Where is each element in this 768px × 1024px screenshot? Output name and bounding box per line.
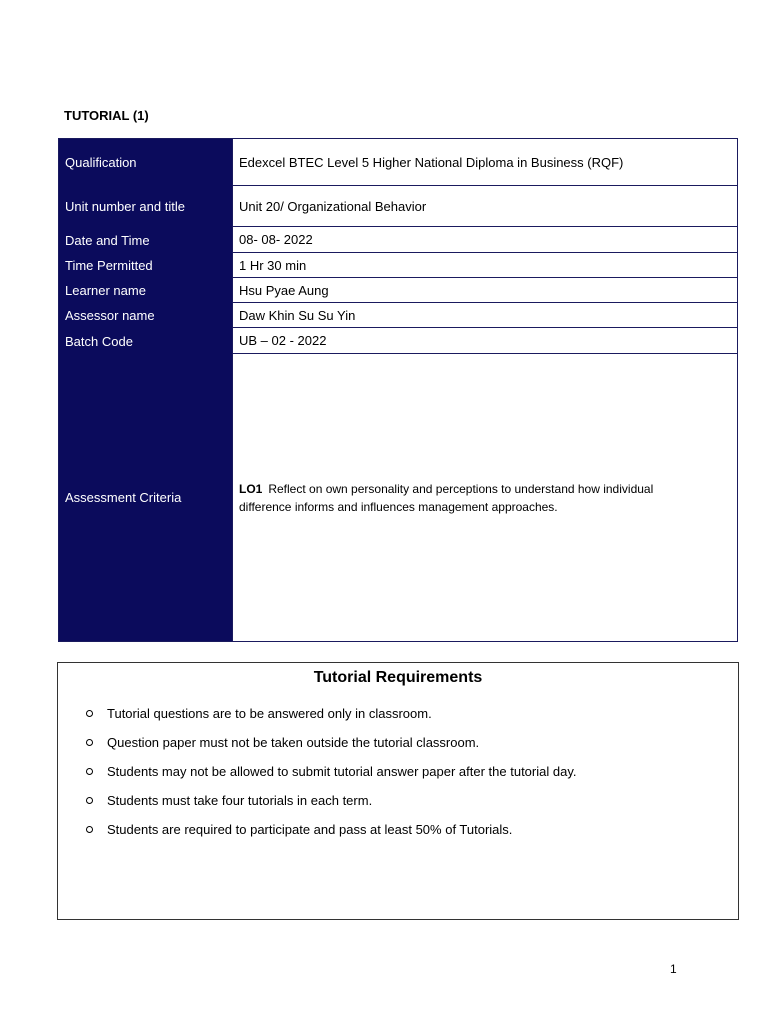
date-label: Date and Time (59, 227, 232, 253)
requirements-list (58, 699, 738, 844)
circle-bullet-icon (86, 739, 93, 746)
page-number: 1 (670, 962, 677, 976)
unit-label: Unit number and title (59, 186, 232, 227)
circle-bullet-icon (86, 826, 93, 833)
assessor-value: Daw Khin Su Su Yin (232, 303, 737, 328)
list-item (86, 815, 738, 844)
unit-value: Unit 20/ Organizational Behavior (232, 186, 737, 227)
qualification-value: Edexcel BTEC Level 5 Higher National Diploma in Business (RQF) (232, 139, 737, 186)
tutorial-requirements-box (57, 662, 739, 920)
criteria-row (59, 354, 737, 641)
batch-label: Batch Code (59, 328, 232, 354)
learner-row (59, 278, 737, 303)
learner-value: Hsu Pyae Aung (232, 278, 737, 303)
list-item (86, 757, 738, 786)
requirements-title: Tutorial Requirements (313, 669, 483, 686)
time-value: 1 Hr 30 min (232, 253, 737, 278)
circle-bullet-icon (86, 710, 93, 717)
requirement-text: Question paper must not be taken outside the tutorial classroom. (107, 735, 480, 750)
requirement-text: Students may not be allowed to submit tutorial answer paper after the tutorial day. (107, 764, 577, 779)
criteria-description: Reflect on own personality and perceptions to understand how individual difference informs and influences management approaches. (239, 481, 654, 514)
time-label: Time Permitted (59, 253, 232, 278)
list-item (86, 786, 738, 815)
requirement-text: Students must take four tutorials in each term. (107, 793, 373, 808)
criteria-value-cell (232, 354, 737, 641)
qualification-row (59, 139, 737, 186)
assessor-row (59, 303, 737, 328)
list-item (86, 699, 738, 728)
assessor-label: Assessor name (59, 303, 232, 328)
criteria-label: Assessment Criteria (59, 354, 232, 641)
circle-bullet-icon (86, 797, 93, 804)
requirement-text: Tutorial questions are to be answered only in classroom. (107, 706, 432, 721)
date-value: 08- 08- 2022 (232, 227, 737, 253)
tutorial-info-table (58, 138, 738, 642)
criteria-text (239, 480, 737, 516)
batch-row (59, 328, 737, 354)
requirement-text: Students are required to participate and pass at least 50% of Tutorials. (107, 822, 513, 837)
page-title: TUTORIAL (1) (64, 108, 149, 123)
unit-row (59, 186, 737, 227)
criteria-code: LO1 (239, 481, 263, 496)
time-row (59, 253, 737, 278)
circle-bullet-icon (86, 768, 93, 775)
list-item (86, 728, 738, 757)
date-row (59, 227, 737, 253)
batch-value: UB – 02 - 2022 (232, 328, 737, 354)
learner-label: Learner name (59, 278, 232, 303)
qualification-label: Qualification (59, 139, 232, 186)
